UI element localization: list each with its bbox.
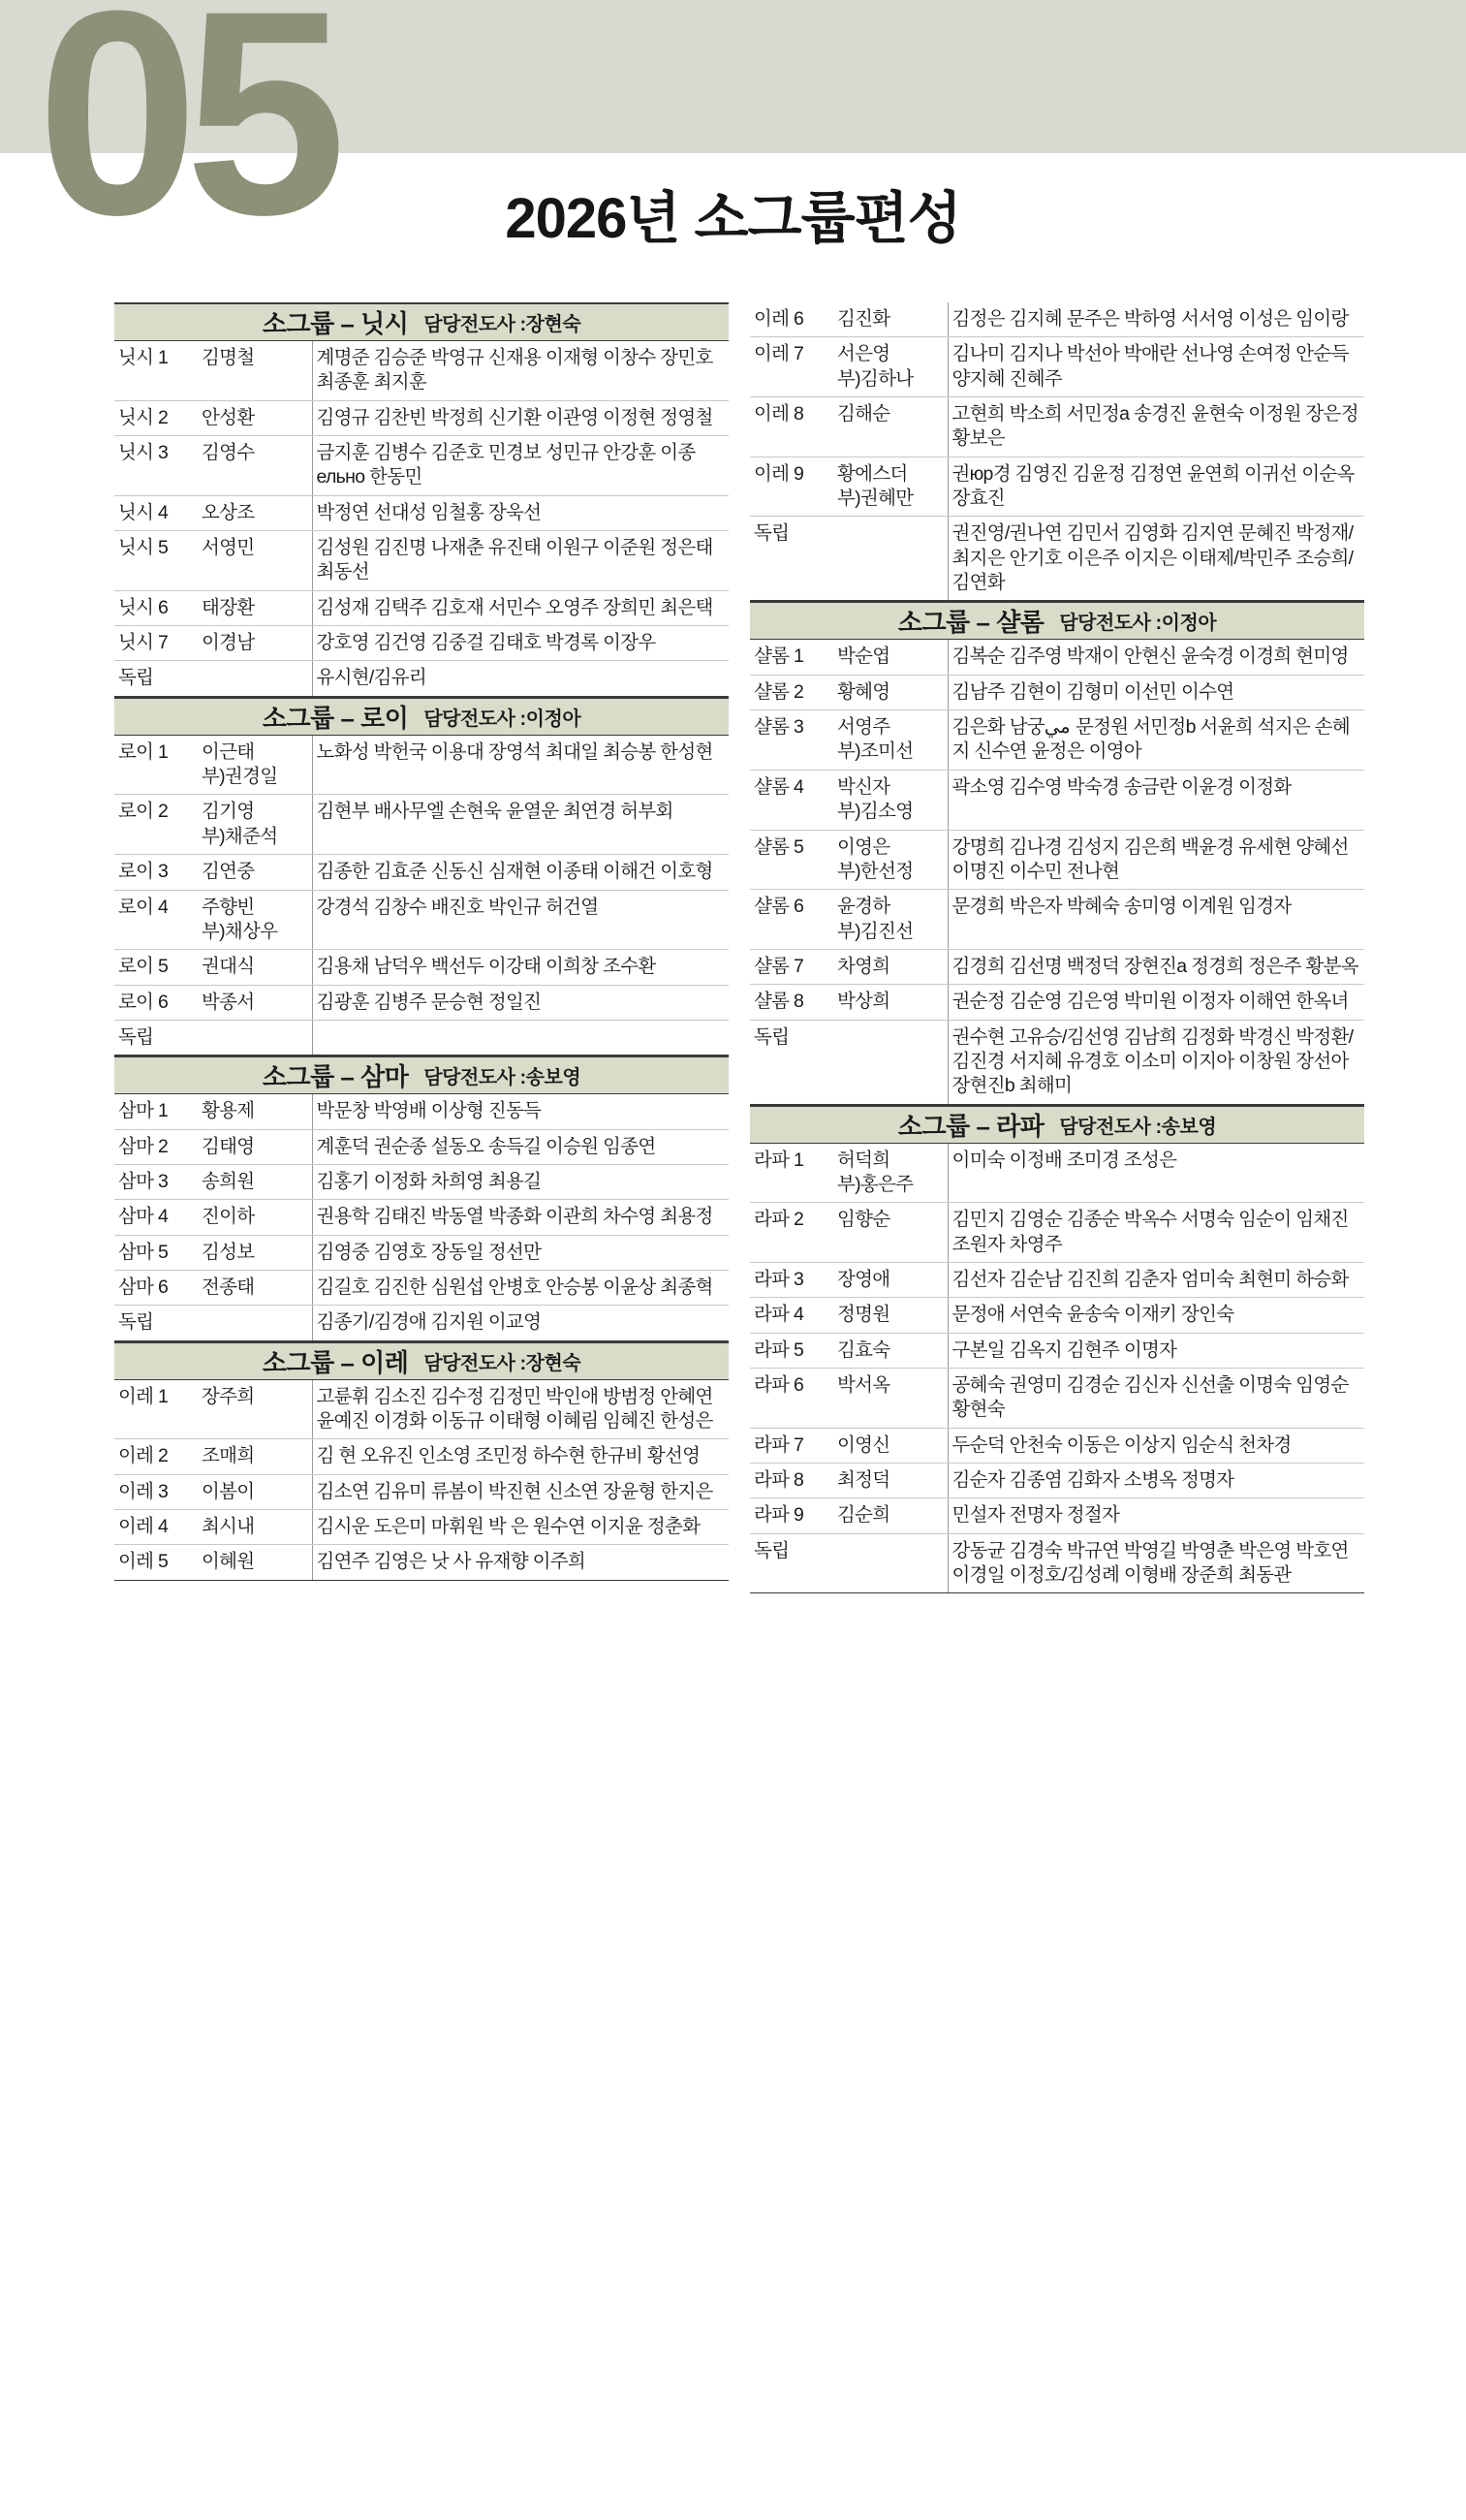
cell-members: 문정애 서연숙 윤송숙 이재키 장인숙 [948,1298,1364,1333]
cell-group-no: 샬롬 1 [750,640,833,675]
table-row [750,890,1364,950]
cell-leader [833,675,948,709]
cell-leader [198,985,312,1020]
leader-name: 이경남 [202,632,255,654]
cell-leader [198,661,312,696]
table-row [114,736,729,795]
cell-leader [198,1380,312,1439]
group-header [114,1341,729,1380]
leader-name: 안성환 [202,406,255,428]
leader-name: 박상희 [837,991,890,1013]
table-row [114,436,729,496]
assistant-leader-name: 부)채준석 [202,825,278,847]
cell-members: 김성원 김진명 나재춘 유진태 이원구 이준원 정은태 최동선 [312,531,729,591]
table-row [114,590,729,625]
cell-group-no: 샬롬 6 [750,890,833,950]
cell-leader [198,1510,312,1545]
leader-name: 김연중 [202,861,255,883]
cell-leader [198,436,312,496]
cell-members: 박문창 박영배 이상형 진동득 [312,1094,729,1129]
leader-name: 장주희 [202,1385,255,1407]
cell-leader [833,517,948,601]
cell-group-no: 이레 7 [750,337,833,397]
cell-members: 김나미 김지나 박선아 박애란 선나영 손여정 안순득 양지혜 진혜주 [948,337,1364,397]
cell-leader [198,531,312,591]
cell-leader [198,590,312,625]
table-row [114,950,729,985]
cell-leader [198,1545,312,1580]
leader-name: 송희원 [202,1170,255,1192]
table-row [750,1144,1364,1203]
leader-name: 서은영 [837,343,890,365]
cell-members: 권용학 김태진 박동열 박종화 이관희 차수영 최용정 [312,1200,729,1235]
leader-name: 오상조 [202,501,255,523]
table-row [114,1474,729,1509]
leader-name: 김순희 [837,1504,890,1527]
cell-group-no: 이레 5 [114,1545,198,1580]
cell-members: 이미숙 이정배 조미경 조성은 [948,1144,1364,1203]
cell-group-no: 라파 2 [750,1203,833,1263]
cell-members: 고현희 박소희 서민정a 송경진 윤현숙 이정원 장은정 황보은 [948,397,1364,457]
cell-members: 김남주 김현이 김형미 이선민 이수연 [948,675,1364,709]
table-row [114,795,729,855]
cell-group-no: 삼마 3 [114,1164,198,1199]
cell-members: 김성재 김택주 김호재 서민수 오영주 장희민 최은택 [312,590,729,625]
cell-group-no: 로이 4 [114,890,198,950]
cell-group-no: 라파 5 [750,1333,833,1368]
group-table [114,341,729,697]
cell-group-no: 이레 2 [114,1439,198,1474]
table-row [114,1306,729,1340]
group-name: 소그룹 – 라파 [897,1111,1045,1141]
cell-leader [198,1129,312,1164]
cell-group-no: 삼마 5 [114,1235,198,1270]
cell-leader [198,400,312,435]
leader-name: 서영민 [202,537,255,559]
cell-group-no: 닛시 5 [114,531,198,591]
group-teacher: 담당전도사 :송보영 [423,1067,581,1089]
cell-leader [198,890,312,950]
cell-members: 민설자 전명자 정절자 [948,1498,1364,1533]
cell-group-no: 이레 6 [750,302,833,337]
cell-group-no: 라파 1 [750,1144,833,1203]
group-teacher: 담당전도사 :이정아 [423,708,581,730]
cell-group-no: 닛시 4 [114,495,198,530]
group-block [750,601,1364,1104]
cell-leader [198,1164,312,1199]
leader-name: 황에스더 [837,462,908,485]
table-row [114,855,729,890]
leader-name: 김성보 [202,1241,255,1263]
cell-group-no: 닛시 7 [114,626,198,661]
table-row [114,1235,729,1270]
cell-leader [198,855,312,890]
page-number-badge: 05 [37,0,333,275]
cell-members: 계명준 김승준 박영규 신재용 이재형 이창수 장민호 최종훈 최지훈 [312,341,729,400]
cell-group-no: 라파 4 [750,1298,833,1333]
cell-members: 김정은 김지혜 문주은 박하영 서서영 이성은 임이랑 [948,302,1364,337]
group-block [114,697,729,1055]
cell-group-no: 라파 3 [750,1262,833,1297]
cell-leader [833,337,948,397]
cell-members: 강경석 김창수 배진호 박인규 허건열 [312,890,729,950]
cell-members: 김선자 김순남 김진희 김춘자 엄미숙 최현미 하승화 [948,1262,1364,1297]
group-block [750,1105,1364,1594]
table-row [114,626,729,661]
cell-members: 문경희 박은자 박혜숙 송미영 이계원 임경자 [948,890,1364,950]
cell-leader [198,341,312,400]
leader-name: 박신자 [837,775,890,798]
table-row [114,1510,729,1545]
table-row [750,640,1364,675]
cell-leader [198,736,312,795]
cell-members: 김순자 김종염 김화자 소병옥 정명자 [948,1464,1364,1498]
table-row [750,337,1364,397]
cell-group-no: 삼마 4 [114,1200,198,1235]
assistant-leader-name: 부)권혜만 [837,488,914,510]
cell-members: 공혜숙 권영미 김경순 김신자 신선출 이명숙 임영순 황현숙 [948,1369,1364,1429]
cell-group-no: 이레 1 [114,1380,198,1439]
table-row [750,675,1364,709]
leader-name: 최정덕 [837,1469,890,1492]
leader-name: 진이하 [202,1206,255,1228]
cell-members [312,1020,729,1055]
cell-group-no: 로이 6 [114,985,198,1020]
assistant-leader-name: 부)김소영 [837,801,914,823]
group-header [750,601,1364,640]
cell-group-no: 이레 9 [750,457,833,517]
leader-name: 박순엽 [837,646,890,668]
cell-leader [198,1020,312,1055]
assistant-leader-name: 부)한선정 [837,860,914,882]
group-teacher: 담당전도사 :이정아 [1059,613,1217,635]
group-table [750,1144,1364,1594]
cell-members: 두순덕 안천숙 이동은 이상지 임순식 천차경 [948,1428,1364,1463]
cell-leader [833,890,948,950]
cell-leader [833,1333,948,1368]
cell-group-no: 이레 8 [750,397,833,457]
table-row [114,495,729,530]
group-table [750,302,1364,601]
cell-members: 김영중 김영호 장동일 정선만 [312,1235,729,1270]
cell-members: 김용채 남덕우 백선두 이강태 이희창 조수환 [312,950,729,985]
cell-leader [198,495,312,530]
cell-members: 김경희 김선명 백정덕 장현진a 정경희 정은주 황분옥 [948,949,1364,984]
leader-name: 김기영 [202,801,255,823]
cell-group-no: 샬롬 5 [750,830,833,890]
table-row [750,397,1364,457]
leader-name: 김영수 [202,442,255,464]
leader-name: 윤경하 [837,896,890,918]
table-row [750,710,1364,771]
table-row [114,1545,729,1580]
cell-members: 김민지 김영순 김종순 박옥수 서명숙 임순이 임채진 조원자 차영주 [948,1203,1364,1263]
cell-leader [833,1428,948,1463]
cell-members: 강명희 김나경 김성지 김은희 백윤경 유세현 양혜선 이명진 이수민 전나현 [948,830,1364,890]
table-row [114,985,729,1020]
group-block [114,302,729,697]
table-row [750,1428,1364,1463]
cell-leader [833,949,948,984]
cell-members: 김영규 김찬빈 박정희 신기환 이관영 이정현 정영철 [312,400,729,435]
group-teacher: 담당전도사 :장현숙 [423,1352,581,1374]
cell-group-no: 라파 7 [750,1428,833,1463]
cell-members: 계훈덕 권순종 설동오 송득길 이승원 임종연 [312,1129,729,1164]
cell-leader [833,1020,948,1104]
cell-leader [833,397,948,457]
group-table [114,736,729,1055]
cell-leader [833,1464,948,1498]
table-row [750,949,1364,984]
cell-group-no: 닛시 2 [114,400,198,435]
table-row [750,517,1364,601]
group-teacher: 담당전도사 :장현숙 [423,314,581,335]
leader-name: 김해순 [837,403,890,425]
assistant-leader-name: 부)채상우 [202,920,278,942]
table-row [750,1333,1364,1368]
cell-leader [833,710,948,771]
leader-name: 황혜영 [837,680,890,703]
cell-members: 김광훈 김병주 문승현 정일진 [312,985,729,1020]
cell-members: 김 현 오유진 인소영 조민정 하수현 한규비 황선영 [312,1439,729,1474]
cell-leader [833,1203,948,1263]
group-block [114,1341,729,1581]
cell-leader [833,1298,948,1333]
leader-name: 태장환 [202,596,255,618]
cell-members: 김소연 김유미 류봄이 박진현 신소연 장윤형 한지은 [312,1474,729,1509]
cell-leader [198,626,312,661]
leader-name: 전종태 [202,1276,255,1298]
table-row [750,1464,1364,1498]
cell-group-no: 라파 8 [750,1464,833,1498]
cell-leader [198,1439,312,1474]
cell-group-no: 닛시 6 [114,590,198,625]
cell-leader [198,1474,312,1509]
cell-group-no: 로이 2 [114,795,198,855]
table-row [114,1020,729,1055]
cell-members: 권юр경 김영진 김윤정 김정연 윤연희 이귀선 이순옥 장효진 [948,457,1364,517]
cell-members: 권순정 김순영 김은영 박미원 이정자 이해연 한옥녀 [948,985,1364,1020]
left-column [114,302,729,1593]
cell-leader [833,985,948,1020]
leader-name: 권대식 [202,956,255,978]
table-row [750,770,1364,830]
assistant-leader-name: 부)김하나 [837,367,914,390]
table-row [114,1164,729,1199]
cell-group-no: 샬롬 7 [750,949,833,984]
assistant-leader-name: 부)홍은주 [837,1173,914,1195]
assistant-leader-name: 부)권경일 [202,766,278,788]
cell-members: 고륜휘 김소진 김수정 김정민 박인애 방범정 안혜연 윤예진 이경화 이동규 이태형 이혜림 임혜진 한성은 [312,1380,729,1439]
table-row [750,1369,1364,1429]
cell-leader [833,830,948,890]
group-teacher: 담당전도사 :송보영 [1059,1116,1217,1138]
cell-members: 김종한 김효준 신동신 심재현 이종태 이해건 이호형 [312,855,729,890]
cell-group-no: 샬롬 8 [750,985,833,1020]
table-row [750,457,1364,517]
right-column [750,302,1364,1593]
cell-group-no: 샬롬 4 [750,770,833,830]
group-name: 소그룹 – 닛시 [262,309,409,338]
cell-leader [833,640,948,675]
leader-name: 조매희 [202,1445,255,1467]
table-row [114,1129,729,1164]
cell-members: 구본일 김옥지 김현주 이명자 [948,1333,1364,1368]
cell-leader [833,302,948,337]
leader-name: 허덕희 [837,1149,890,1171]
cell-group-no: 독립 [114,1306,198,1340]
cell-group-no: 닛시 1 [114,341,198,400]
leader-name: 김효숙 [837,1339,890,1361]
cell-group-no: 라파 9 [750,1498,833,1533]
table-row [750,1203,1364,1263]
cell-members: 박정연 선대성 임철홍 장욱선 [312,495,729,530]
cell-leader [198,795,312,855]
table-row [114,1380,729,1439]
cell-group-no: 삼마 2 [114,1129,198,1164]
leader-name: 최시내 [202,1516,255,1537]
cell-leader [833,1262,948,1297]
cell-group-no: 독립 [750,1020,833,1104]
group-name: 소그룹 – 이레 [262,1347,409,1377]
group-header [750,1105,1364,1144]
group-header [114,697,729,736]
table-row [114,531,729,591]
leader-name: 정명원 [837,1304,890,1326]
cell-group-no: 로이 1 [114,736,198,795]
leader-name: 장영애 [837,1268,890,1290]
leader-name: 주향빈 [202,896,255,918]
cell-members: 강호영 김건영 김중걸 김태호 박경록 이장우 [312,626,729,661]
table-row [750,1020,1364,1104]
leader-name: 이봄이 [202,1480,255,1502]
cell-leader [833,1498,948,1533]
group-name: 소그룹 – 샬롬 [897,608,1045,638]
cell-members: 김현부 배사무엘 손현욱 윤열운 최연경 허부회 [312,795,729,855]
group-name: 소그룹 – 로이 [262,703,409,733]
cell-leader [198,1235,312,1270]
cell-leader [198,950,312,985]
cell-leader [833,457,948,517]
cell-members: 김종기/김경애 김지원 이교영 [312,1306,729,1340]
leader-name: 이근태 [202,740,255,763]
group-table [114,1094,729,1340]
cell-members: 김연주 김영은 낫 사 유재향 이주희 [312,1545,729,1580]
cell-group-no: 로이 5 [114,950,198,985]
cell-group-no: 샬롬 2 [750,675,833,709]
table-row [750,302,1364,337]
cell-leader [198,1200,312,1235]
assistant-leader-name: 부)김진선 [837,920,914,942]
cell-group-no: 삼마 1 [114,1094,198,1129]
leader-name: 차영희 [837,955,890,977]
cell-leader [198,1306,312,1340]
leader-name: 이혜원 [202,1551,255,1573]
group-block [750,302,1364,601]
cell-members: 유시현/김유리 [312,661,729,696]
cell-members: 김길호 김진한 심원섭 안병호 안승봉 이윤상 최종혁 [312,1270,729,1305]
leader-name: 이영신 [837,1433,890,1456]
table-row [750,1262,1364,1297]
table-row [114,1270,729,1305]
leader-name: 박종서 [202,991,255,1013]
cell-members: 김은화 남궁مي 문정원 서민정b 서윤희 석지은 손혜지 신수연 윤정은 이영아 [948,710,1364,771]
cell-leader [833,1144,948,1203]
cell-leader [833,770,948,830]
cell-group-no: 독립 [750,1533,833,1593]
cell-members: 노화성 박헌국 이용대 장영석 최대일 최승봉 한성현 [312,736,729,795]
cell-members: 권진영/권나연 김민서 김영화 김지연 문혜진 박정재/최지은 안기호 이은주 이지은 이태제/박민주 조승희/김연화 [948,517,1364,601]
leader-name: 서영주 [837,716,890,739]
cell-members: 권수현 고유승/김선영 김남희 김정화 박경신 박정환/김진경 서지혜 유경호 이소미 이지아 이창원 장선아 장현진b 최해미 [948,1020,1364,1104]
table-row [114,1200,729,1235]
cell-group-no: 닛시 3 [114,436,198,496]
table-row [114,400,729,435]
cell-leader [198,1270,312,1305]
cell-group-no: 이레 4 [114,1510,198,1545]
cell-members: 강동균 김경숙 박규연 박영길 박영춘 박은영 박호연 이경일 이정호/김성례 이형배 장준희 최동관 [948,1533,1364,1593]
group-block [114,1055,729,1340]
cell-group-no: 독립 [114,661,198,696]
group-header [114,1055,729,1094]
leader-name: 임향순 [837,1209,890,1231]
cell-group-no: 독립 [114,1020,198,1055]
leader-name: 김태영 [202,1135,255,1157]
cell-members: 김복순 김주영 박재이 안현신 윤숙경 이경희 현미영 [948,640,1364,675]
cell-members: 곽소영 김수영 박숙경 송금란 이윤경 이정화 [948,770,1364,830]
leader-name: 김진화 [837,308,890,330]
cell-group-no: 독립 [750,517,833,601]
table-row [114,341,729,400]
leader-name: 김명철 [202,347,255,368]
table-row [114,1439,729,1474]
leader-name: 이영은 [837,835,890,858]
cell-members: 금지훈 김병수 김준호 민경보 성민규 안강훈 이종ельно 한동민 [312,436,729,496]
group-table [114,1380,729,1581]
group-name: 소그룹 – 삼마 [262,1062,409,1092]
cell-leader [198,1094,312,1129]
cell-leader [833,1533,948,1593]
group-assignment-sheet [114,302,1364,1593]
cell-leader [833,1369,948,1429]
table-row [750,1498,1364,1533]
table-row [750,1533,1364,1593]
table-row [114,1094,729,1129]
group-table [750,640,1364,1104]
assistant-leader-name: 부)조미선 [837,740,914,763]
group-header [114,302,729,341]
table-row [750,1298,1364,1333]
table-row [750,985,1364,1020]
page-title: 2026년 소그룹편성 [505,187,961,250]
table-row [750,830,1364,890]
cell-group-no: 이레 3 [114,1474,198,1509]
table-row [114,890,729,950]
leader-name: 박서옥 [837,1374,890,1396]
cell-group-no: 샬롬 3 [750,710,833,771]
leader-name: 황용제 [202,1100,255,1122]
cell-group-no: 삼마 6 [114,1270,198,1305]
table-row [114,661,729,696]
cell-group-no: 라파 6 [750,1369,833,1429]
cell-group-no: 로이 3 [114,855,198,890]
cell-members: 김홍기 이정화 차희영 최용길 [312,1164,729,1199]
cell-members: 김시운 도은미 마휘원 박 은 원수연 이지윤 정춘화 [312,1510,729,1545]
